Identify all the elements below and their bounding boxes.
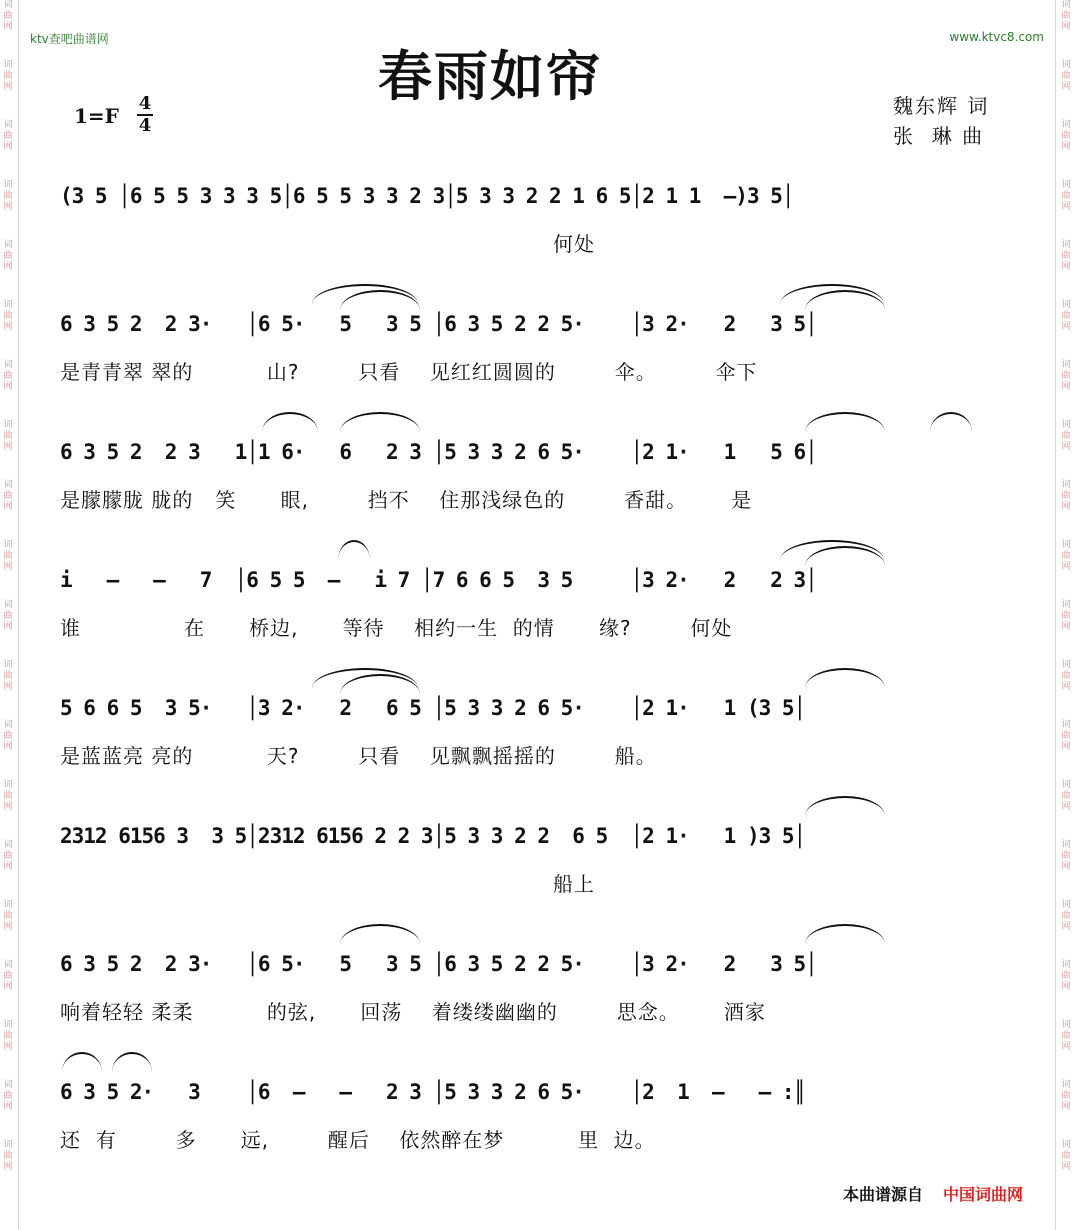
source-brand-link[interactable]: 中国词曲网 <box>943 1185 1024 1204</box>
lyric-line: 还 有 多 远, 醒后 依然醉在梦 里 边。 <box>60 1128 656 1152</box>
composer-credit: 张 琳 曲 <box>893 124 985 148</box>
source-footer <box>843 1182 1023 1205</box>
watermark-glyph-group: 词 曲 网 <box>1061 120 1071 152</box>
slur-mark <box>340 412 420 432</box>
watermark-glyph-group: 词 曲 网 <box>3 1140 13 1172</box>
watermark-glyph-group: 词 曲 网 <box>1061 1020 1071 1052</box>
watermark-glyph-group: 词 曲 网 <box>1061 360 1071 392</box>
watermark-glyph-group: 词 曲 网 <box>3 840 13 872</box>
slur-mark <box>112 1052 152 1072</box>
watermark-glyph-group: 词 曲 网 <box>1061 960 1071 992</box>
watermark-glyph-group: 词 曲 网 <box>3 780 13 812</box>
site-url-right[interactable]: www.ktvc8.com <box>949 30 1044 44</box>
watermark-glyph-group: 词 曲 网 <box>1061 780 1071 812</box>
score-row-8 <box>0 1080 1074 1152</box>
source-label: 本曲谱源自 <box>843 1185 924 1204</box>
slur-mark <box>340 924 420 944</box>
score-row-6 <box>0 824 1074 896</box>
time-signature-top: 4 <box>138 93 152 114</box>
notation-line: (3 5 │6 5 5 3 3 3 5│6 5 5 3 3 2 3│5 3 3 2 2 1 6 5│2 1 1 –)3 5│ <box>60 184 794 208</box>
watermark-glyph-group: 词 曲 网 <box>1061 60 1071 92</box>
lyric-line: 船上 <box>60 872 595 896</box>
lyric-line: 何处 <box>60 232 595 256</box>
watermark-glyph-group: 词 曲 网 <box>3 360 13 392</box>
slur-mark <box>930 412 972 432</box>
watermark-glyph-group: 词 曲 网 <box>1061 840 1071 872</box>
watermark-glyph-group: 词 曲 网 <box>1061 0 1071 32</box>
notation-line: 5 6 6 5 3 5· │3 2· 2 6 5 │5 3 3 2 6 5· │2 1· 1 (3 5│ <box>60 696 806 720</box>
slur-mark <box>805 924 885 944</box>
watermark-glyph-group: 词 曲 网 <box>3 480 13 512</box>
lyricist-credit: 魏东辉 词 <box>893 94 990 118</box>
time-signature <box>136 94 154 136</box>
watermark-glyph-group: 词 曲 网 <box>3 0 13 32</box>
score-row-4 <box>0 568 1074 640</box>
watermark-glyph-group: 词 曲 网 <box>1061 900 1071 932</box>
song-title: 春雨如帘 <box>378 45 602 108</box>
watermark-glyph-group: 词 曲 网 <box>3 1080 13 1112</box>
notation-line: i – – 7 │6 5 5 – i 7 │7 6 6 5 3 5 │3 2· 2 2 3│ <box>60 568 817 592</box>
score-row-5 <box>0 696 1074 768</box>
watermark-glyph-group: 词 曲 网 <box>3 540 13 572</box>
watermark-glyph-group: 词 曲 网 <box>3 60 13 92</box>
watermark-glyph-group: 词 曲 网 <box>3 900 13 932</box>
watermark-glyph-group: 词 曲 网 <box>1061 720 1071 752</box>
watermark-glyph-group: 词 曲 网 <box>1061 180 1071 212</box>
notation-line: 6 3 5 2 2 3· │6 5· 5 3 5 │6 3 5 2 2 5· │3 2· 2 3 5│ <box>60 952 817 976</box>
lyric-line: 是朦朦胧 胧的 笑 眼, 挡不 住那浅绿色的 香甜。 是 <box>60 488 753 512</box>
watermark-glyph-group: 词 曲 网 <box>3 240 13 272</box>
watermark-glyph-group: 词 曲 网 <box>1061 600 1071 632</box>
watermark-glyph-group: 词 曲 网 <box>3 420 13 452</box>
watermark-glyph-group: 词 曲 网 <box>1061 300 1071 332</box>
key-signature: 1=F <box>74 104 119 128</box>
lyric-line: 响着轻轻 柔柔 的弦, 回荡 着缕缕幽幽的 思念。 酒家 <box>60 1000 766 1024</box>
notation-line: 6 3 5 2 2 3 1│1 6· 6 2 3 │5 3 3 2 6 5· │2 1· 1 5 6│ <box>60 440 817 464</box>
notation-line: 2312 6156 3 3 5│2312 6156 2 2 3│5 3 3 2 2 6 5 │2 1· 1 )3 5│ <box>60 824 806 848</box>
watermark-glyph-group: 词 曲 网 <box>1061 1140 1071 1172</box>
watermark-glyph-group: 词 曲 网 <box>1061 420 1071 452</box>
notation-line: 6 3 5 2 2 3· │6 5· 5 3 5 │6 3 5 2 2 5· │3 2· 2 3 5│ <box>60 312 817 336</box>
watermark-glyph-group: 词 曲 网 <box>1061 480 1071 512</box>
lyric-line: 是青青翠 翠的 山? 只看 见红红圆圆的 伞。 伞下 <box>60 360 758 384</box>
watermark-glyph-group: 词 曲 网 <box>3 600 13 632</box>
slur-mark <box>62 1052 102 1072</box>
notation-line: 6 3 5 2· 3 │6 – – 2 3 │5 3 3 2 6 5· │2 1 – – :║ <box>60 1080 806 1104</box>
watermark-glyph-group: 词 曲 网 <box>1061 1080 1071 1112</box>
watermark-glyph-group: 词 曲 网 <box>3 960 13 992</box>
slur-mark <box>805 796 885 816</box>
watermark-glyph-group: 词 曲 网 <box>3 720 13 752</box>
watermark-glyph-group: 词 曲 网 <box>1061 540 1071 572</box>
time-signature-bottom: 4 <box>138 115 152 136</box>
slur-mark <box>262 412 318 432</box>
watermark-glyph-group: 词 曲 网 <box>1061 240 1071 272</box>
slur-mark <box>805 412 885 432</box>
score-row-3 <box>0 440 1074 512</box>
watermark-glyph-group: 词 曲 网 <box>1061 660 1071 692</box>
slur-mark <box>805 668 885 688</box>
watermark-glyph-group: 词 曲 网 <box>3 300 13 332</box>
score-row-7 <box>0 952 1074 1024</box>
site-name-left[interactable]: ktv查吧曲谱网 <box>30 32 109 46</box>
lyric-line: 是蓝蓝亮 亮的 天? 只看 见飘飘摇摇的 船。 <box>60 744 657 768</box>
watermark-glyph-group: 词 曲 网 <box>3 660 13 692</box>
watermark-glyph-group: 词 曲 网 <box>3 1020 13 1052</box>
slur-mark <box>338 540 370 560</box>
watermark-glyph-group: 词 曲 网 <box>3 120 13 152</box>
watermark-glyph-group: 词 曲 网 <box>3 180 13 212</box>
lyric-line: 谁 在 桥边, 等待 相约一生 的情 缘? 何处 <box>60 616 733 640</box>
